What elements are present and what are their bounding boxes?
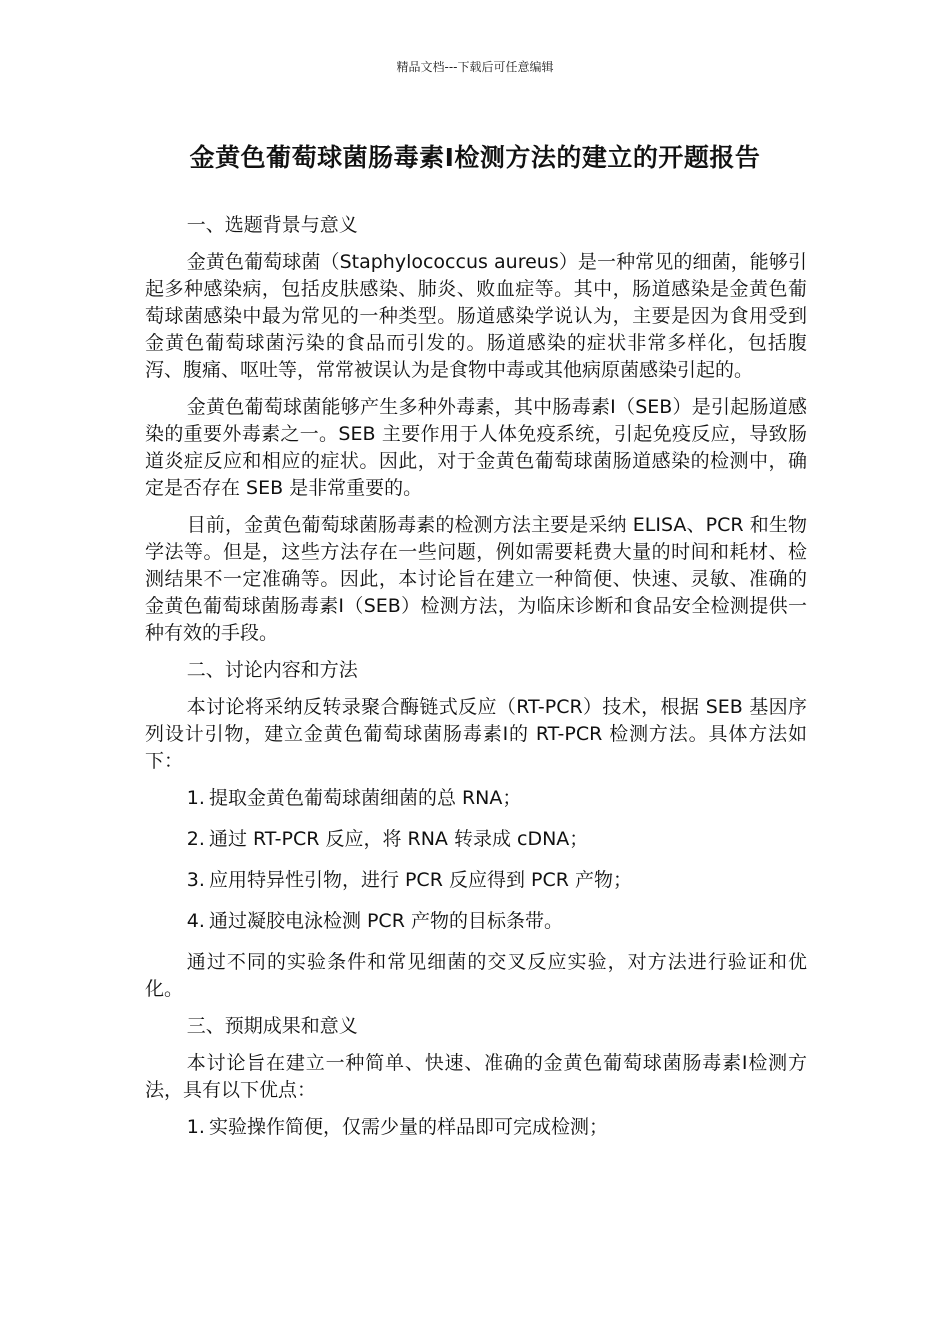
methods-step-list	[145, 785, 807, 935]
document-title: 金黄色葡萄球菌肠毒素Ⅰ检测方法的建立的开题报告	[189, 143, 761, 172]
paragraph-background-2: 金黄色葡萄球菌能够产生多种外毒素，其中肠毒素Ⅰ（SEB）是引起肠道感染的重要外毒素之一。SEB 主要作用于人体免疫系统，引起免疫反应，导致肠道炎症反应和相应的症状。因此，对于金黄色葡萄球菌肠道感染的检测中，确定是否存在 SEB 是非常重要的。	[145, 396, 807, 499]
list-item-number: 1.	[186, 787, 205, 809]
paragraph-outcomes-1: 本讨论旨在建立一种简单、快速、准确的金黄色葡萄球菌肠毒素Ⅰ检测方法，具有以下优点：	[145, 1052, 807, 1101]
list-item	[145, 908, 807, 935]
list-item-text: 应用特异性引物，进行 PCR 反应得到 PCR 产物；	[208, 869, 632, 891]
list-item	[145, 1114, 807, 1141]
list-item	[145, 826, 807, 853]
list-item-number: 1.	[186, 1116, 205, 1138]
list-item-text: 提取金黄色葡萄球菌细菌的总 RNA；	[208, 787, 522, 809]
list-item-number: 3.	[186, 869, 205, 891]
section-heading-methods: 二、讨论内容和方法	[186, 659, 358, 681]
list-item	[145, 867, 807, 894]
section-heading-outcomes: 三、预期成果和意义	[186, 1015, 358, 1037]
page-header-note: 精品文档---下载后可任意编辑	[396, 60, 554, 74]
list-item-text: 通过凝胶电泳检测 PCR 产物的目标条带。	[208, 910, 563, 932]
list-item	[145, 785, 807, 812]
advantages-list	[145, 1114, 807, 1141]
paragraph-methods-1: 本讨论将采纳反转录聚合酶链式反应（RT-PCR）技术，根据 SEB 基因序列设计引物，建立金黄色葡萄球菌肠毒素Ⅰ的 RT-PCR 检测方法。具体方法如下：	[145, 696, 807, 772]
paragraph-background-1: 金黄色葡萄球菌（Staphylococcus aureus）是一种常见的细菌，能够引起多种感染病，包括皮肤感染、肺炎、败血症等。其中，肠道感染是金黄色葡萄球菌感染中最为常见的一种类型。肠道感染学说认为，主要是因为食用受到金黄色葡萄球菌污染的食品而引发的。肠道感染的症状非常多样化，包括腹泻、腹痛、呕吐等，常常被误认为是食物中毒或其他病原菌感染引起的。	[145, 251, 807, 381]
list-item-text: 实验操作简便，仅需少量的样品即可完成检测；	[208, 1116, 608, 1138]
list-item-text: 通过 RT-PCR 反应，将 RNA 转录成 cDNA；	[208, 828, 589, 850]
list-item-number: 4.	[186, 910, 205, 932]
list-item-number: 2.	[186, 828, 205, 850]
document-body	[145, 212, 807, 1155]
paragraph-background-3: 目前，金黄色葡萄球菌肠毒素的检测方法主要是采纳 ELISA、PCR 和生物学法等。但是，这些方法存在一些问题，例如需要耗费大量的时间和耗材、检测结果不一定准确等。因此，本讨论旨在建立一种简便、快速、灵敏、准确的金黄色葡萄球菌肠毒素Ⅰ（SEB）检测方法，为临床诊断和食品安全检测提供一种有效的手段。	[145, 514, 807, 644]
paragraph-methods-2: 通过不同的实验条件和常见细菌的交叉反应实验，对方法进行验证和优化。	[145, 951, 807, 1000]
section-heading-background: 一、选题背景与意义	[186, 214, 358, 236]
